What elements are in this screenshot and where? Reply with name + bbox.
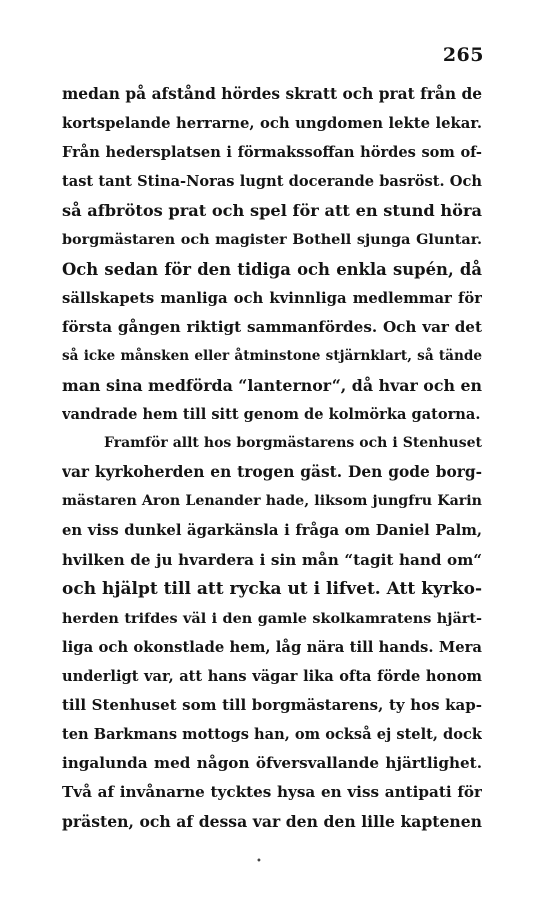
- text-line: tast tant Stina-Noras lugnt docerande basröst. Och: [62, 173, 482, 191]
- text-line: och hjälpt till att rycka ut i lifvet. Att kyrko-: [62, 578, 482, 599]
- text-line: herden trifdes väl i den gamle skolkamratens hjärt-: [62, 609, 482, 627]
- text-line: första gången riktigt sammanfördes. Och var det: [62, 317, 482, 336]
- text-line: så afbrötos prat och spel för att en stund höra: [62, 201, 482, 221]
- text-line: kortspelande herrarne, och ungdomen lekte lekar.: [62, 115, 482, 133]
- text-line: Från hedersplatsen i förmakssoffan hördes som of-: [62, 144, 482, 162]
- text-line: Två af invånarne tycktes hysa en viss antipati för: [62, 783, 482, 802]
- text-line: ten Barkmans mottogs han, om också ej stelt, dock: [62, 726, 482, 744]
- text-line: liga och okonstlade hem, låg nära till hands. Mera: [62, 638, 482, 656]
- text-line: var kyrkoherden en trogen gäst. Den gode borg-: [62, 463, 482, 482]
- page-number: 265: [442, 44, 484, 66]
- text-line: mästaren Aron Lenander hade, liksom jungfru Karin: [62, 493, 482, 510]
- text-line: medan på afstånd hördes skratt och prat från de: [62, 85, 482, 103]
- text-line: sällskapets manliga och kvinnliga medlemmar för: [62, 289, 482, 307]
- text-line: borgmästaren och magister Bothell sjunga Gluntar.: [62, 231, 482, 249]
- paragraph-start-line: Framför allt hos borgmästarens och i Stenhuset: [104, 435, 482, 452]
- text-line: man sina medförda “lanternor“, då hvar och en: [62, 375, 482, 395]
- text-line: så icke månsken eller åtminstone stjärnklart, så tände: [62, 347, 482, 364]
- text-line: prästen, och af dessa var den den lille kaptenen: [62, 812, 482, 832]
- text-line: underligt var, att hans vägar lika ofta förde honom: [62, 667, 482, 685]
- footer-mark: •: [256, 856, 262, 867]
- text-line: ingalunda med någon öfversvallande hjärtlighet.: [62, 754, 482, 773]
- text-line: Och sedan för den tidiga och enkla supén, då: [62, 259, 482, 279]
- text-line: till Stenhuset som till borgmästarens, ty hos kap-: [62, 695, 482, 714]
- text-line: vandrade hem till sitt genom de kolmörka gatorna.: [62, 406, 481, 424]
- text-line: hvilken de ju hvardera i sin mån “tagit hand om“: [62, 550, 482, 569]
- body-text: [62, 80, 482, 836]
- text-line: en viss dunkel ägarkänsla i fråga om Daniel Palm,: [62, 522, 482, 540]
